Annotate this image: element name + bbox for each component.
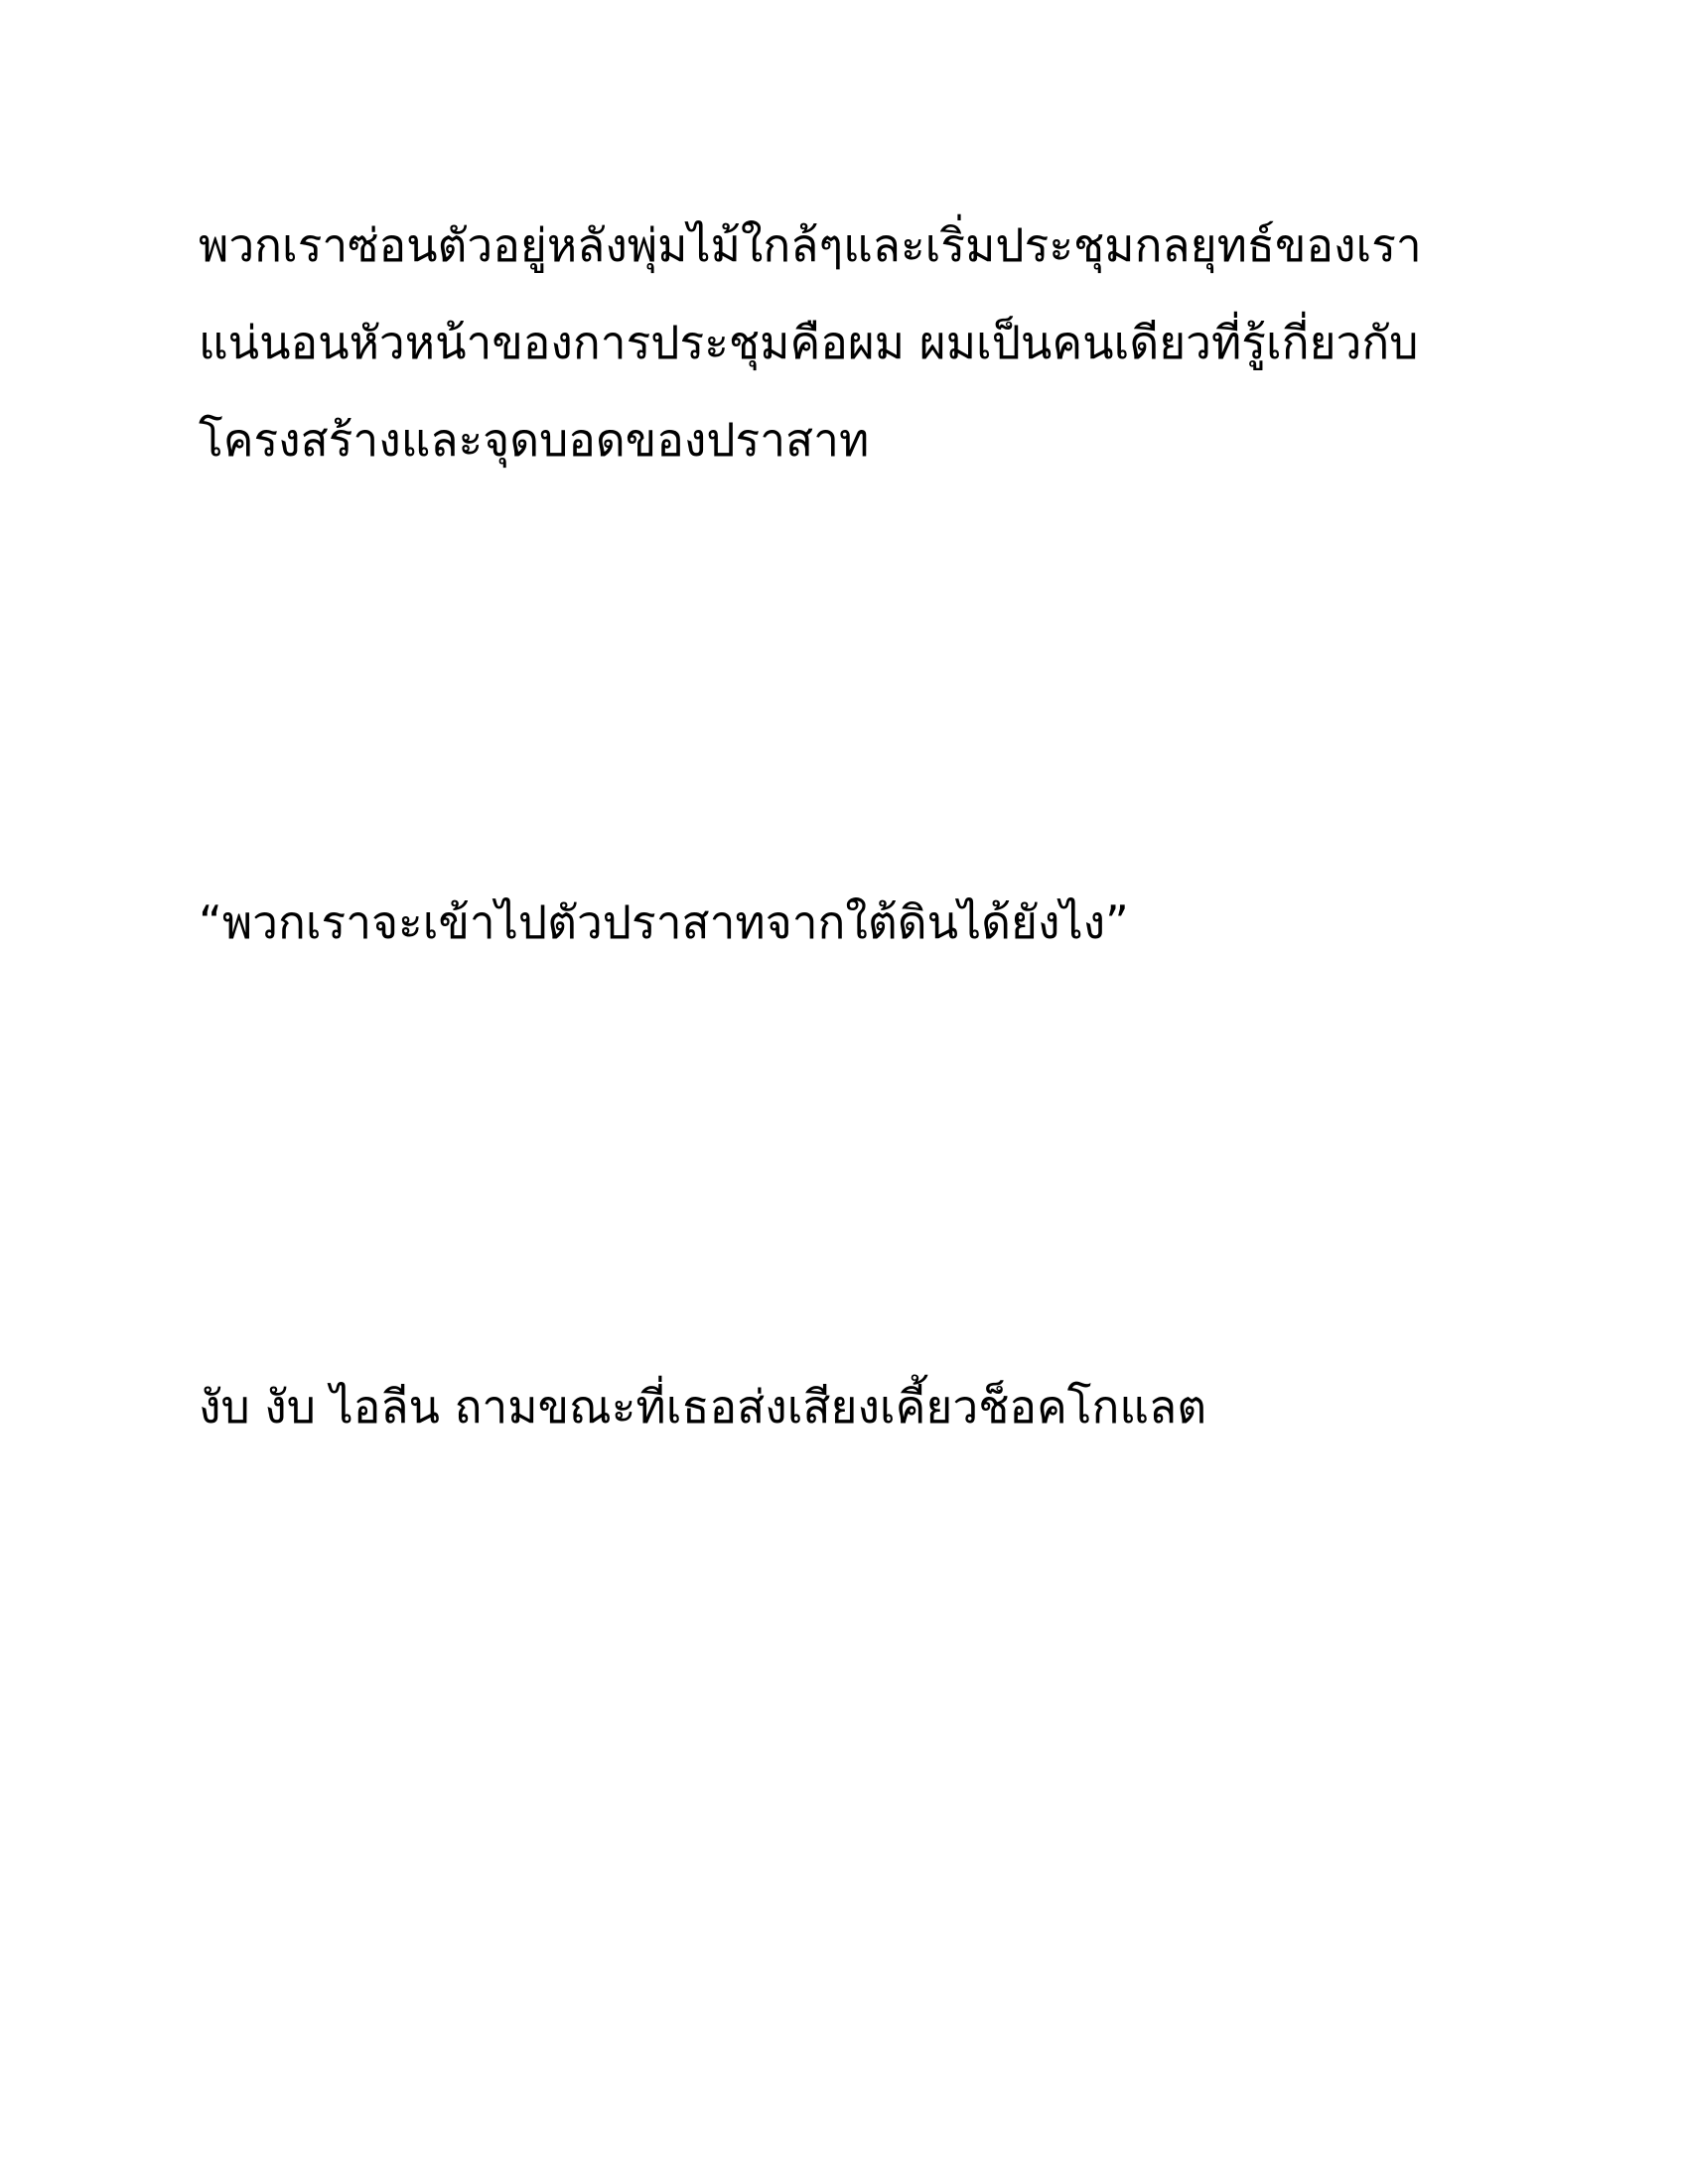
paragraph-dialogue: “พวกเราจะเข้าไปตัวปราสาทจากใต้ดินได้ยังไง”	[199, 895, 1129, 949]
paragraph-action: งับ งับ ไอลีน ถามขณะที่เธอส่งเสียงเคี้ยวช็อคโกแลต	[199, 1380, 1207, 1433]
paragraph-narration: พวกเราซ่อนตัวอยู่หลังพุ่มไม้ใกล้ๆและเริ่มประชุมกลยุทธ์ของเรา แน่นอนหัวหน้าของการประชุมคือผม ผมเป็นคนเดียวที่รู้เกี่ยวกับโครงสร้างและจุดบอดของปราสาท	[199, 218, 1422, 467]
